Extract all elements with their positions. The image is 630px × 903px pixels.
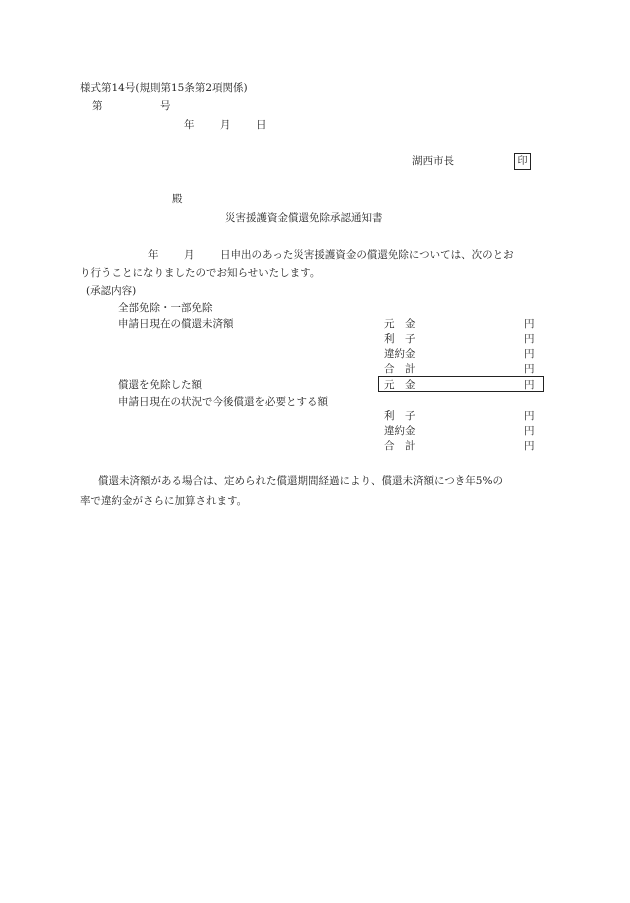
unpaid-penalty-label: 違約金 (384, 348, 416, 360)
issuer: 湖西市長 (412, 155, 454, 167)
date-day: 日 (256, 119, 267, 131)
form-title: 様式第14号(規則第15条第2項関係) (80, 82, 248, 94)
unpaid-total-label: 合 計 (384, 363, 416, 375)
intro-month: 月 (184, 249, 195, 261)
unpaid-penalty-unit: 円 (524, 348, 535, 360)
required-penalty-label: 違約金 (384, 425, 416, 437)
exempted-principal-unit: 円 (524, 379, 535, 391)
required-penalty-unit: 円 (524, 425, 535, 437)
intro-year: 年 (148, 249, 159, 261)
date-month: 月 (220, 119, 231, 131)
unpaid-interest-label: 利 子 (384, 333, 416, 345)
required-interest-label: 利 子 (384, 410, 416, 422)
unpaid-principal-unit: 円 (524, 318, 535, 330)
date-year: 年 (184, 119, 195, 131)
intro-line-1: 日申出のあった災害援護資金の償還免除については、次のとお (220, 249, 514, 261)
note-line-1: 償還未済額がある場合は、定められた償還期間経過により、償還未済額につき年5%の (98, 475, 503, 487)
details-heading: (承認内容) (86, 285, 137, 297)
number-suffix: 号 (160, 100, 171, 112)
required-label: 申請日現在の状況で今後償還を必要とする額 (118, 396, 328, 408)
exempted-label: 償還を免除した額 (118, 379, 202, 391)
note-line-2: 率で違約金がさらに加算されます。 (80, 495, 248, 507)
exemption-type: 全部免除・一部免除 (118, 302, 213, 314)
addressee-suffix: 殿 (172, 193, 183, 205)
required-total-unit: 円 (524, 440, 535, 452)
intro-line-2: り行うことになりましたのでお知らせいたします。 (80, 267, 321, 279)
seal-stamp: 印 (514, 153, 531, 170)
unpaid-total-unit: 円 (524, 363, 535, 375)
exempted-principal-label: 元 金 (384, 379, 416, 391)
unpaid-interest-unit: 円 (524, 333, 535, 345)
unpaid-principal-label: 元 金 (384, 318, 416, 330)
required-interest-unit: 円 (524, 410, 535, 422)
required-total-label: 合 計 (384, 440, 416, 452)
number-prefix: 第 (92, 100, 103, 112)
unpaid-label: 申請日現在の償還未済額 (118, 318, 234, 330)
document-title: 災害援護資金償還免除承認通知書 (225, 212, 383, 224)
